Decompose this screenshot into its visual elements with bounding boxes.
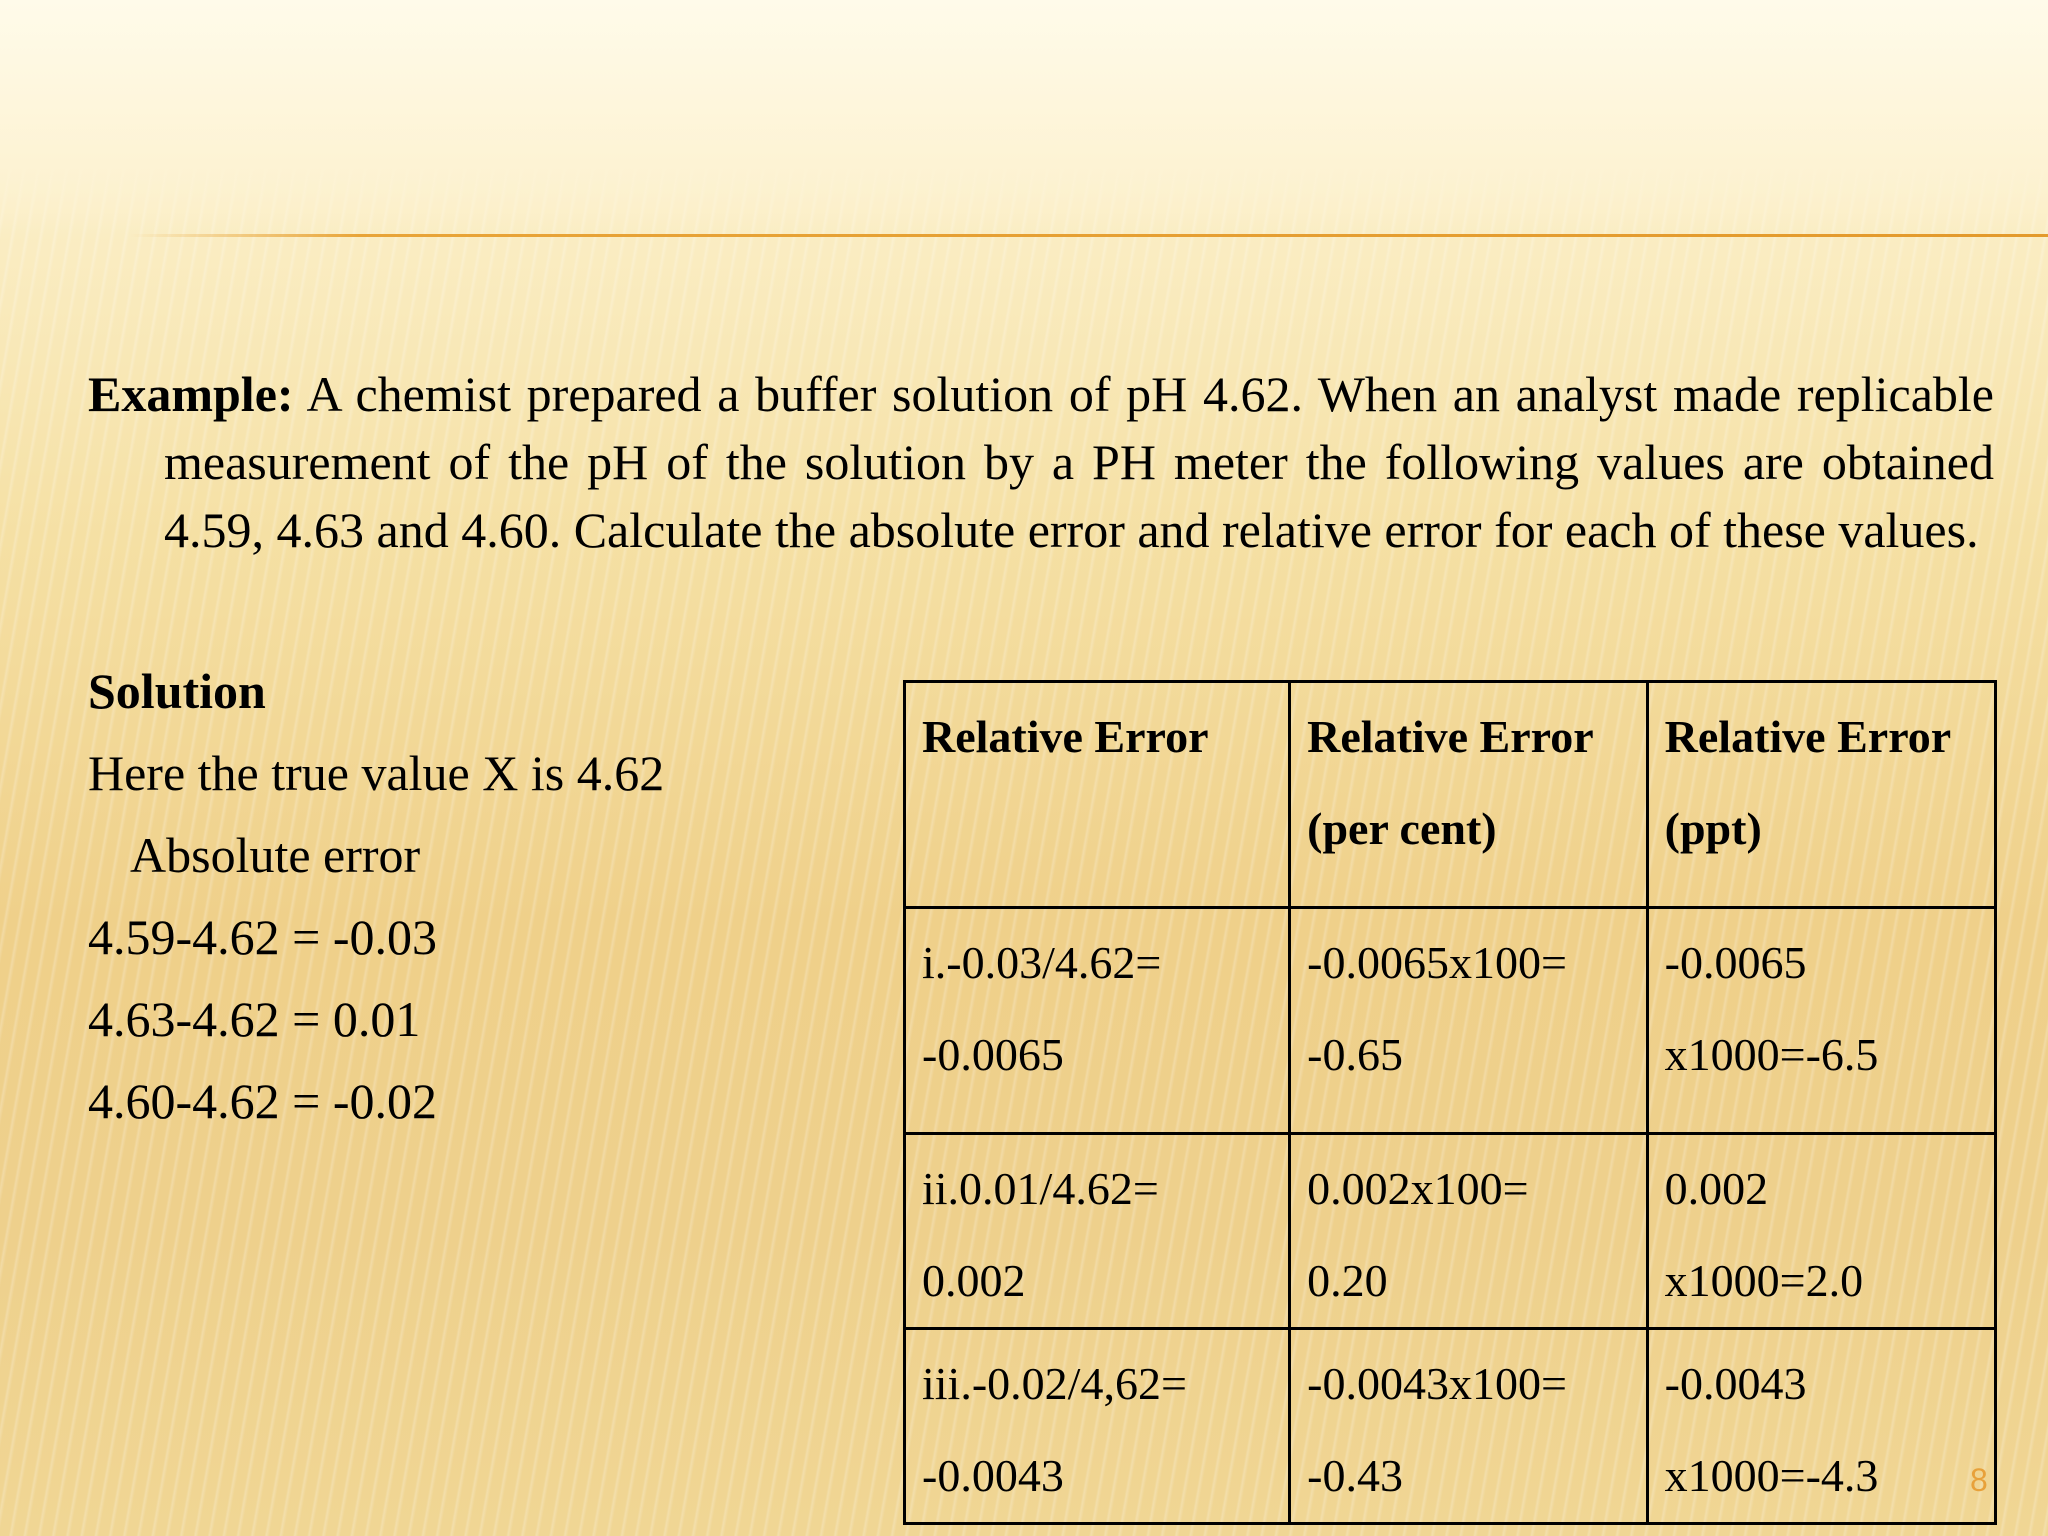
cell-line: -0.0065x100= [1307, 937, 1567, 988]
absolute-error-line-1: 4.59-4.62 = -0.03 [88, 909, 437, 965]
table-cell [905, 1329, 1290, 1524]
table-cell [1290, 1134, 1648, 1329]
cell-line: iii.-0.02/4,62= [922, 1358, 1187, 1409]
table-cell [905, 908, 1290, 1134]
table-row [905, 1329, 1996, 1524]
true-value-line: Here the true value X is 4.62 [88, 745, 665, 801]
absolute-error-line-2: 4.63-4.62 = 0.01 [88, 991, 421, 1047]
cell-line: x1000=-4.3 [1664, 1450, 1879, 1501]
header-line: (ppt) [1664, 803, 1762, 854]
slide-number: 8 [1970, 1462, 1988, 1498]
relative-error-table [903, 680, 1997, 1525]
cell-line: -0.0065 [922, 1029, 1064, 1080]
cell-line: 0.002 [922, 1255, 1026, 1306]
example-label: Example: [88, 366, 294, 422]
header-line: (per cent) [1307, 803, 1497, 854]
table-cell [1647, 908, 1995, 1134]
table-cell [1290, 1329, 1648, 1524]
example-text [88, 360, 1994, 564]
solution-section [88, 650, 664, 1142]
table-cell [1647, 1134, 1995, 1329]
table-row [905, 1134, 1996, 1329]
cell-line: -0.65 [1307, 1029, 1403, 1080]
header-line: Relative Error [1664, 711, 1952, 762]
cell-line: -0.43 [1307, 1450, 1403, 1501]
header-band [0, 0, 2048, 235]
cell-line: -0.0043x100= [1307, 1358, 1567, 1409]
table-header-row [905, 682, 1996, 908]
header-line: Relative Error [922, 711, 1209, 762]
cell-line: x1000=2.0 [1664, 1255, 1864, 1306]
cell-line: ii.0.01/4.62= [922, 1163, 1159, 1214]
title-divider [130, 234, 2048, 237]
table-row [905, 908, 1996, 1134]
cell-line: 0.002 [1664, 1163, 1769, 1214]
cell-line: x1000=-6.5 [1664, 1029, 1879, 1080]
cell-line: -0.0065 [1664, 937, 1807, 988]
cell-line: 0.002x100= [1307, 1163, 1529, 1214]
cell-line: -0.0043 [922, 1450, 1064, 1501]
cell-line: -0.0043 [1664, 1358, 1807, 1409]
cell-line: i.-0.03/4.62= [922, 937, 1162, 988]
example-paragraph [88, 360, 1994, 564]
cell-line: 0.20 [1307, 1255, 1388, 1306]
table-cell [1290, 908, 1648, 1134]
header-relative-error [905, 682, 1290, 908]
table-cell [1647, 1329, 1995, 1524]
example-body: A chemist prepared a buffer solution of pH 4.62. When an analyst made replicable measurement of the pH of the solution by a PH meter the following values are obtained 4.59, 4.63 and 4.60. Calculate the absolute error and relative error for each of these values. [164, 366, 1994, 558]
header-relative-error-percent [1290, 682, 1648, 908]
header-line: Relative Error [1307, 711, 1594, 762]
table-cell [905, 1134, 1290, 1329]
solution-heading: Solution [88, 663, 266, 719]
absolute-error-label: Absolute error [130, 827, 421, 883]
header-relative-error-ppt [1647, 682, 1995, 908]
absolute-error-line-3: 4.60-4.62 = -0.02 [88, 1073, 437, 1129]
